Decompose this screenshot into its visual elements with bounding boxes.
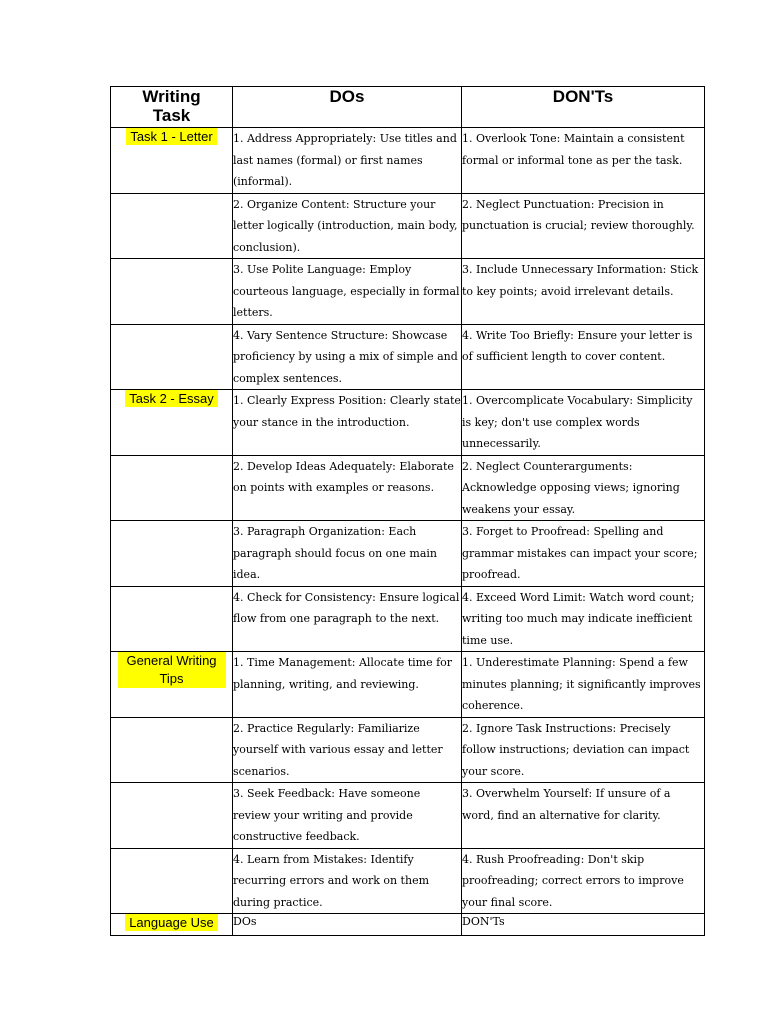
- task-label-language-use: Language Use: [125, 914, 218, 931]
- header-writing-task: Writing Task: [111, 87, 233, 128]
- table-row: [111, 259, 705, 325]
- do-cell: DOs: [233, 914, 462, 936]
- do-cell: 2. Practice Regularly: Familiarize yourself with various essay and letter scenarios.: [233, 717, 462, 783]
- dont-cell: 2. Neglect Punctuation: Precision in punctuation is crucial; review thoroughly.: [462, 193, 705, 259]
- dont-cell: 1. Underestimate Planning: Spend a few minutes planning; it significantly improves coherence.: [462, 652, 705, 718]
- dont-cell: 1. Overlook Tone: Maintain a consistent formal or informal tone as per the task.: [462, 128, 705, 194]
- dont-cell: 3. Forget to Proofread: Spelling and grammar mistakes can impact your score; proofread.: [462, 521, 705, 587]
- table-row: [111, 652, 705, 718]
- dont-cell: 2. Ignore Task Instructions: Precisely follow instructions; deviation can impact your score.: [462, 717, 705, 783]
- task-cell: [111, 848, 233, 914]
- dont-cell: 4. Write Too Briefly: Ensure your letter is of sufficient length to cover content.: [462, 324, 705, 390]
- header-row: [111, 87, 705, 128]
- do-cell: 4. Check for Consistency: Ensure logical flow from one paragraph to the next.: [233, 586, 462, 652]
- do-cell: 1. Clearly Express Position: Clearly state your stance in the introduction.: [233, 390, 462, 456]
- table-row: [111, 193, 705, 259]
- dont-cell: DON'Ts: [462, 914, 705, 936]
- do-cell: 2. Develop Ideas Adequately: Elaborate on points with examples or reasons.: [233, 455, 462, 521]
- do-cell: 3. Seek Feedback: Have someone review your writing and provide constructive feedback.: [233, 783, 462, 849]
- table-row: [111, 455, 705, 521]
- table-row: [111, 324, 705, 390]
- table-row: [111, 717, 705, 783]
- task-cell: [111, 259, 233, 325]
- table-row: [111, 848, 705, 914]
- task-cell: [111, 586, 233, 652]
- do-cell: 1. Time Management: Allocate time for planning, writing, and reviewing.: [233, 652, 462, 718]
- dont-cell: 4. Exceed Word Limit: Watch word count; writing too much may indicate inefficient time use.: [462, 586, 705, 652]
- table-row: [111, 390, 705, 456]
- task-label-general-tips: General Writing Tips: [118, 652, 226, 688]
- writing-tips-table: [110, 86, 705, 936]
- task-cell: [111, 783, 233, 849]
- table-row: [111, 783, 705, 849]
- task-cell: [111, 193, 233, 259]
- header-dos: DOs: [233, 87, 462, 128]
- dont-cell: 1. Overcomplicate Vocabulary: Simplicity is key; don't use complex words unnecessarily.: [462, 390, 705, 456]
- do-cell: 4. Learn from Mistakes: Identify recurring errors and work on them during practice.: [233, 848, 462, 914]
- task-cell: [111, 324, 233, 390]
- task-cell: [111, 914, 233, 936]
- dont-cell: 4. Rush Proofreading: Don't skip proofreading; correct errors to improve your final score.: [462, 848, 705, 914]
- dont-cell: 3. Overwhelm Yourself: If unsure of a word, find an alternative for clarity.: [462, 783, 705, 849]
- task-cell: [111, 652, 233, 718]
- task-cell: [111, 390, 233, 456]
- do-cell: 3. Use Polite Language: Employ courteous language, especially in formal letters.: [233, 259, 462, 325]
- task-cell: [111, 521, 233, 587]
- table-row: [111, 914, 705, 936]
- do-cell: 3. Paragraph Organization: Each paragraph should focus on one main idea.: [233, 521, 462, 587]
- do-cell: 2. Organize Content: Structure your letter logically (introduction, main body, conclusion).: [233, 193, 462, 259]
- task-label-letter: Task 1 - Letter: [126, 128, 216, 145]
- do-cell: 1. Address Appropriately: Use titles and last names (formal) or first names (informal).: [233, 128, 462, 194]
- task-cell: [111, 128, 233, 194]
- table-row: [111, 128, 705, 194]
- task-cell: [111, 455, 233, 521]
- dont-cell: 3. Include Unnecessary Information: Stick to key points; avoid irrelevant details.: [462, 259, 705, 325]
- header-donts: DON'Ts: [462, 87, 705, 128]
- table-row: [111, 586, 705, 652]
- task-cell: [111, 717, 233, 783]
- task-label-essay: Task 2 - Essay: [125, 390, 218, 407]
- table-row: [111, 521, 705, 587]
- dont-cell: 2. Neglect Counterarguments: Acknowledge opposing views; ignoring weakens your essay.: [462, 455, 705, 521]
- do-cell: 4. Vary Sentence Structure: Showcase proficiency by using a mix of simple and complex sentences.: [233, 324, 462, 390]
